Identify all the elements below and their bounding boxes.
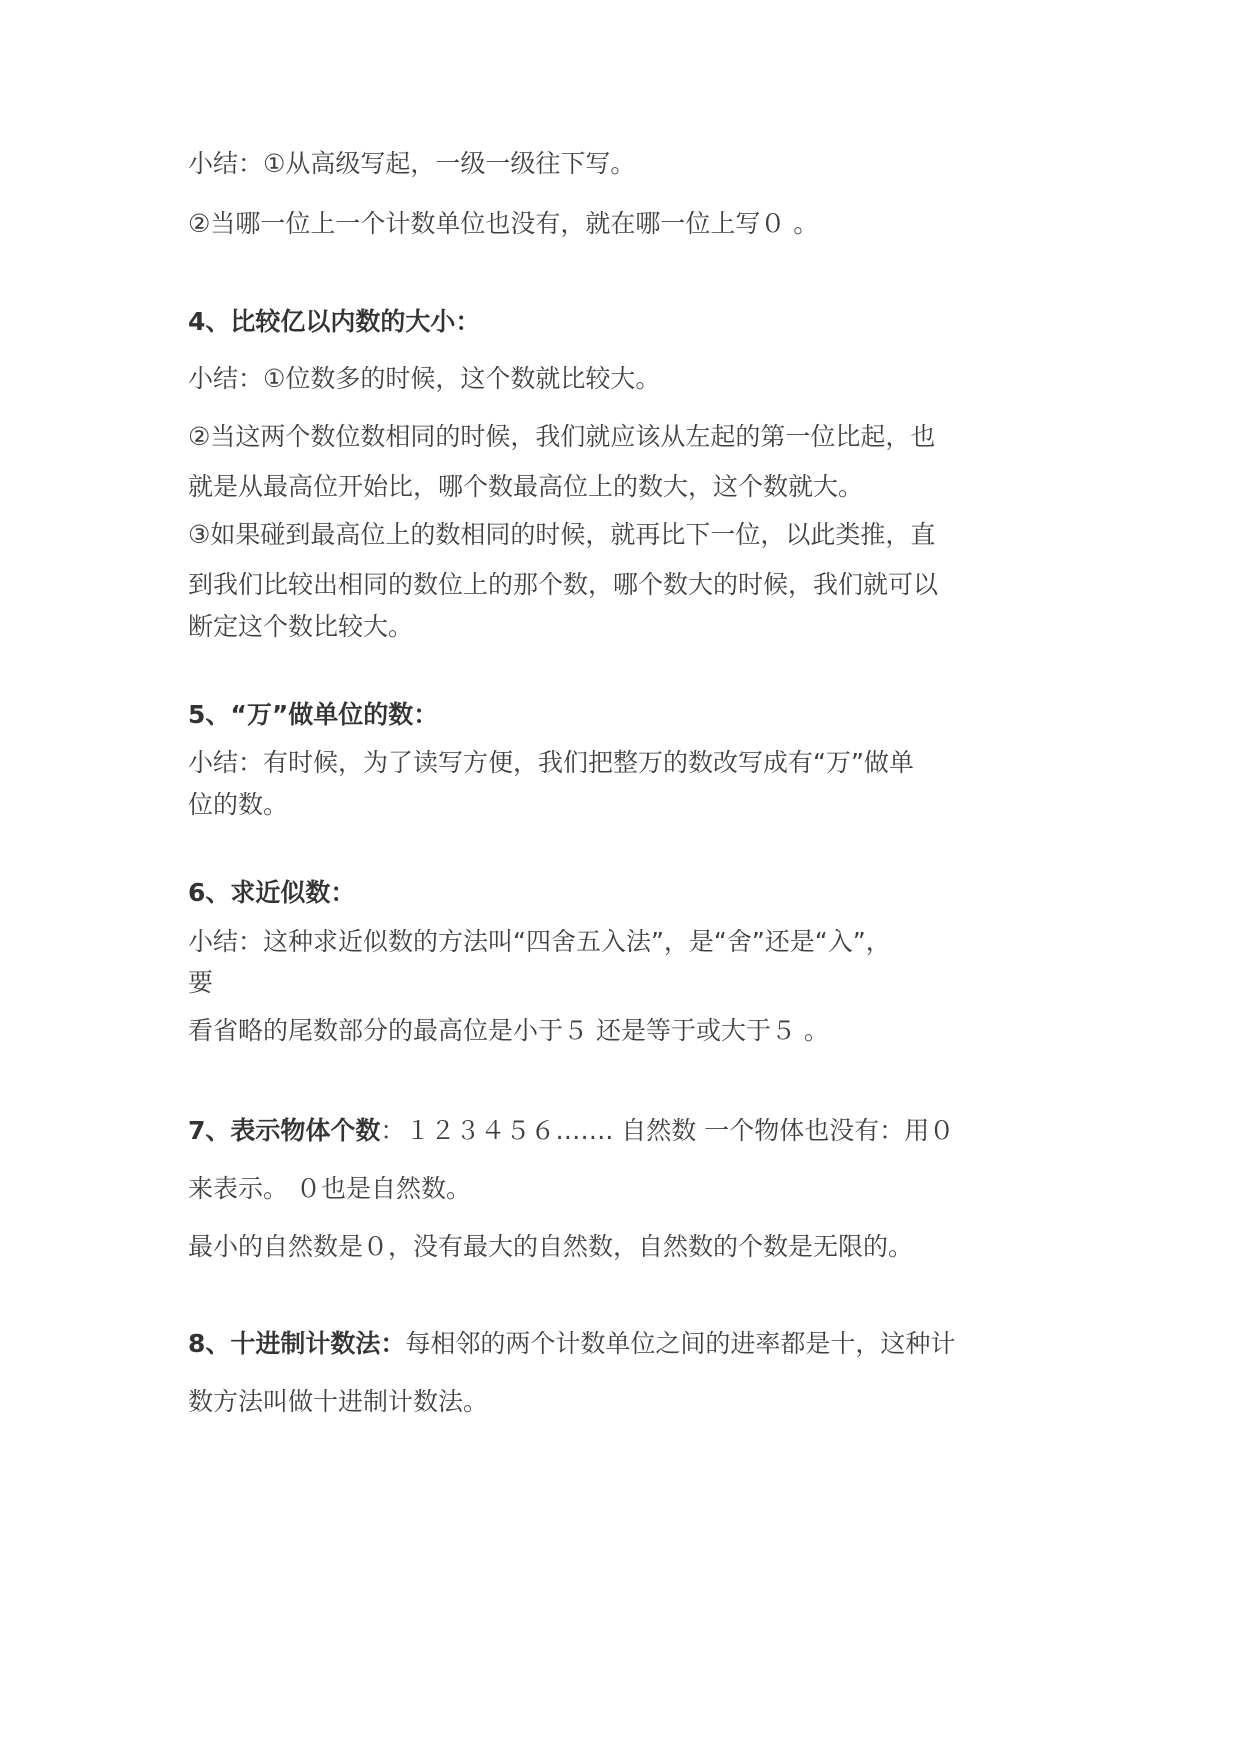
section6-summary-line2: 要	[188, 968, 214, 997]
section6-summary-line1: 小结：这种求近似数的方法叫“四舍五入法”，是“舍”还是“入”，	[188, 927, 891, 956]
section3-summary-line2: ②当哪一位上一个计数单位也没有，就在哪一位上写０ 。	[188, 209, 819, 238]
section7-line1	[188, 1114, 1068, 1148]
section5-summary-line2: 位的数。	[188, 790, 289, 819]
section6-heading: 6、求近似数：	[188, 878, 356, 907]
section4-summary-line4: ③如果碰到最高位上的数相同的时候，就再比下一位，以此类推，直	[188, 520, 936, 549]
section8-line1-text: 每相邻的两个计数单位之间的进率都是十，这种计	[405, 1329, 956, 1358]
section4-heading: 4、比较亿以内数的大小：	[188, 307, 481, 336]
section4-summary-line1: 小结：①位数多的时候，这个数就比较大。	[188, 364, 661, 393]
section5-heading: 5、“万”做单位的数：	[188, 700, 439, 729]
section8-line1	[188, 1327, 1068, 1361]
section4-summary-line5: 到我们比较出相同的数位上的那个数，哪个数大的时候，我们就可以	[188, 570, 939, 599]
section5-summary-line1: 小结：有时候，为了读写方便，我们把整万的数改写成有“万”做单	[188, 748, 914, 777]
section7-line1-text: ：１２３４５６……. 自然数 一个物体也没有：用０	[380, 1116, 955, 1145]
section7-line2: 来表示。 ０也是自然数。	[188, 1174, 471, 1203]
section4-summary-line3: 就是从最高位开始比，哪个数最高位上的数大，这个数就大。	[188, 472, 864, 501]
section7-line3: 最小的自然数是０，没有最大的自然数，自然数的个数是无限的。	[188, 1232, 914, 1261]
section4-summary-line6: 断定这个数比较大。	[188, 612, 414, 641]
section6-summary-line3: 看省略的尾数部分的最高位是小于５ 还是等于或大于５ 。	[188, 1016, 829, 1045]
section4-summary-line2: ②当这两个数位数相同的时候，我们就应该从左起的第一位比起，也	[188, 422, 936, 451]
section3-summary-line1: 小结：①从高级写起，一级一级往下写。	[188, 149, 636, 178]
section8-line2: 数方法叫做十进制计数法。	[188, 1387, 489, 1416]
section8-heading: 8、十进制计数法：	[188, 1329, 406, 1358]
section7-heading: 7、表示物体个数	[188, 1116, 381, 1145]
